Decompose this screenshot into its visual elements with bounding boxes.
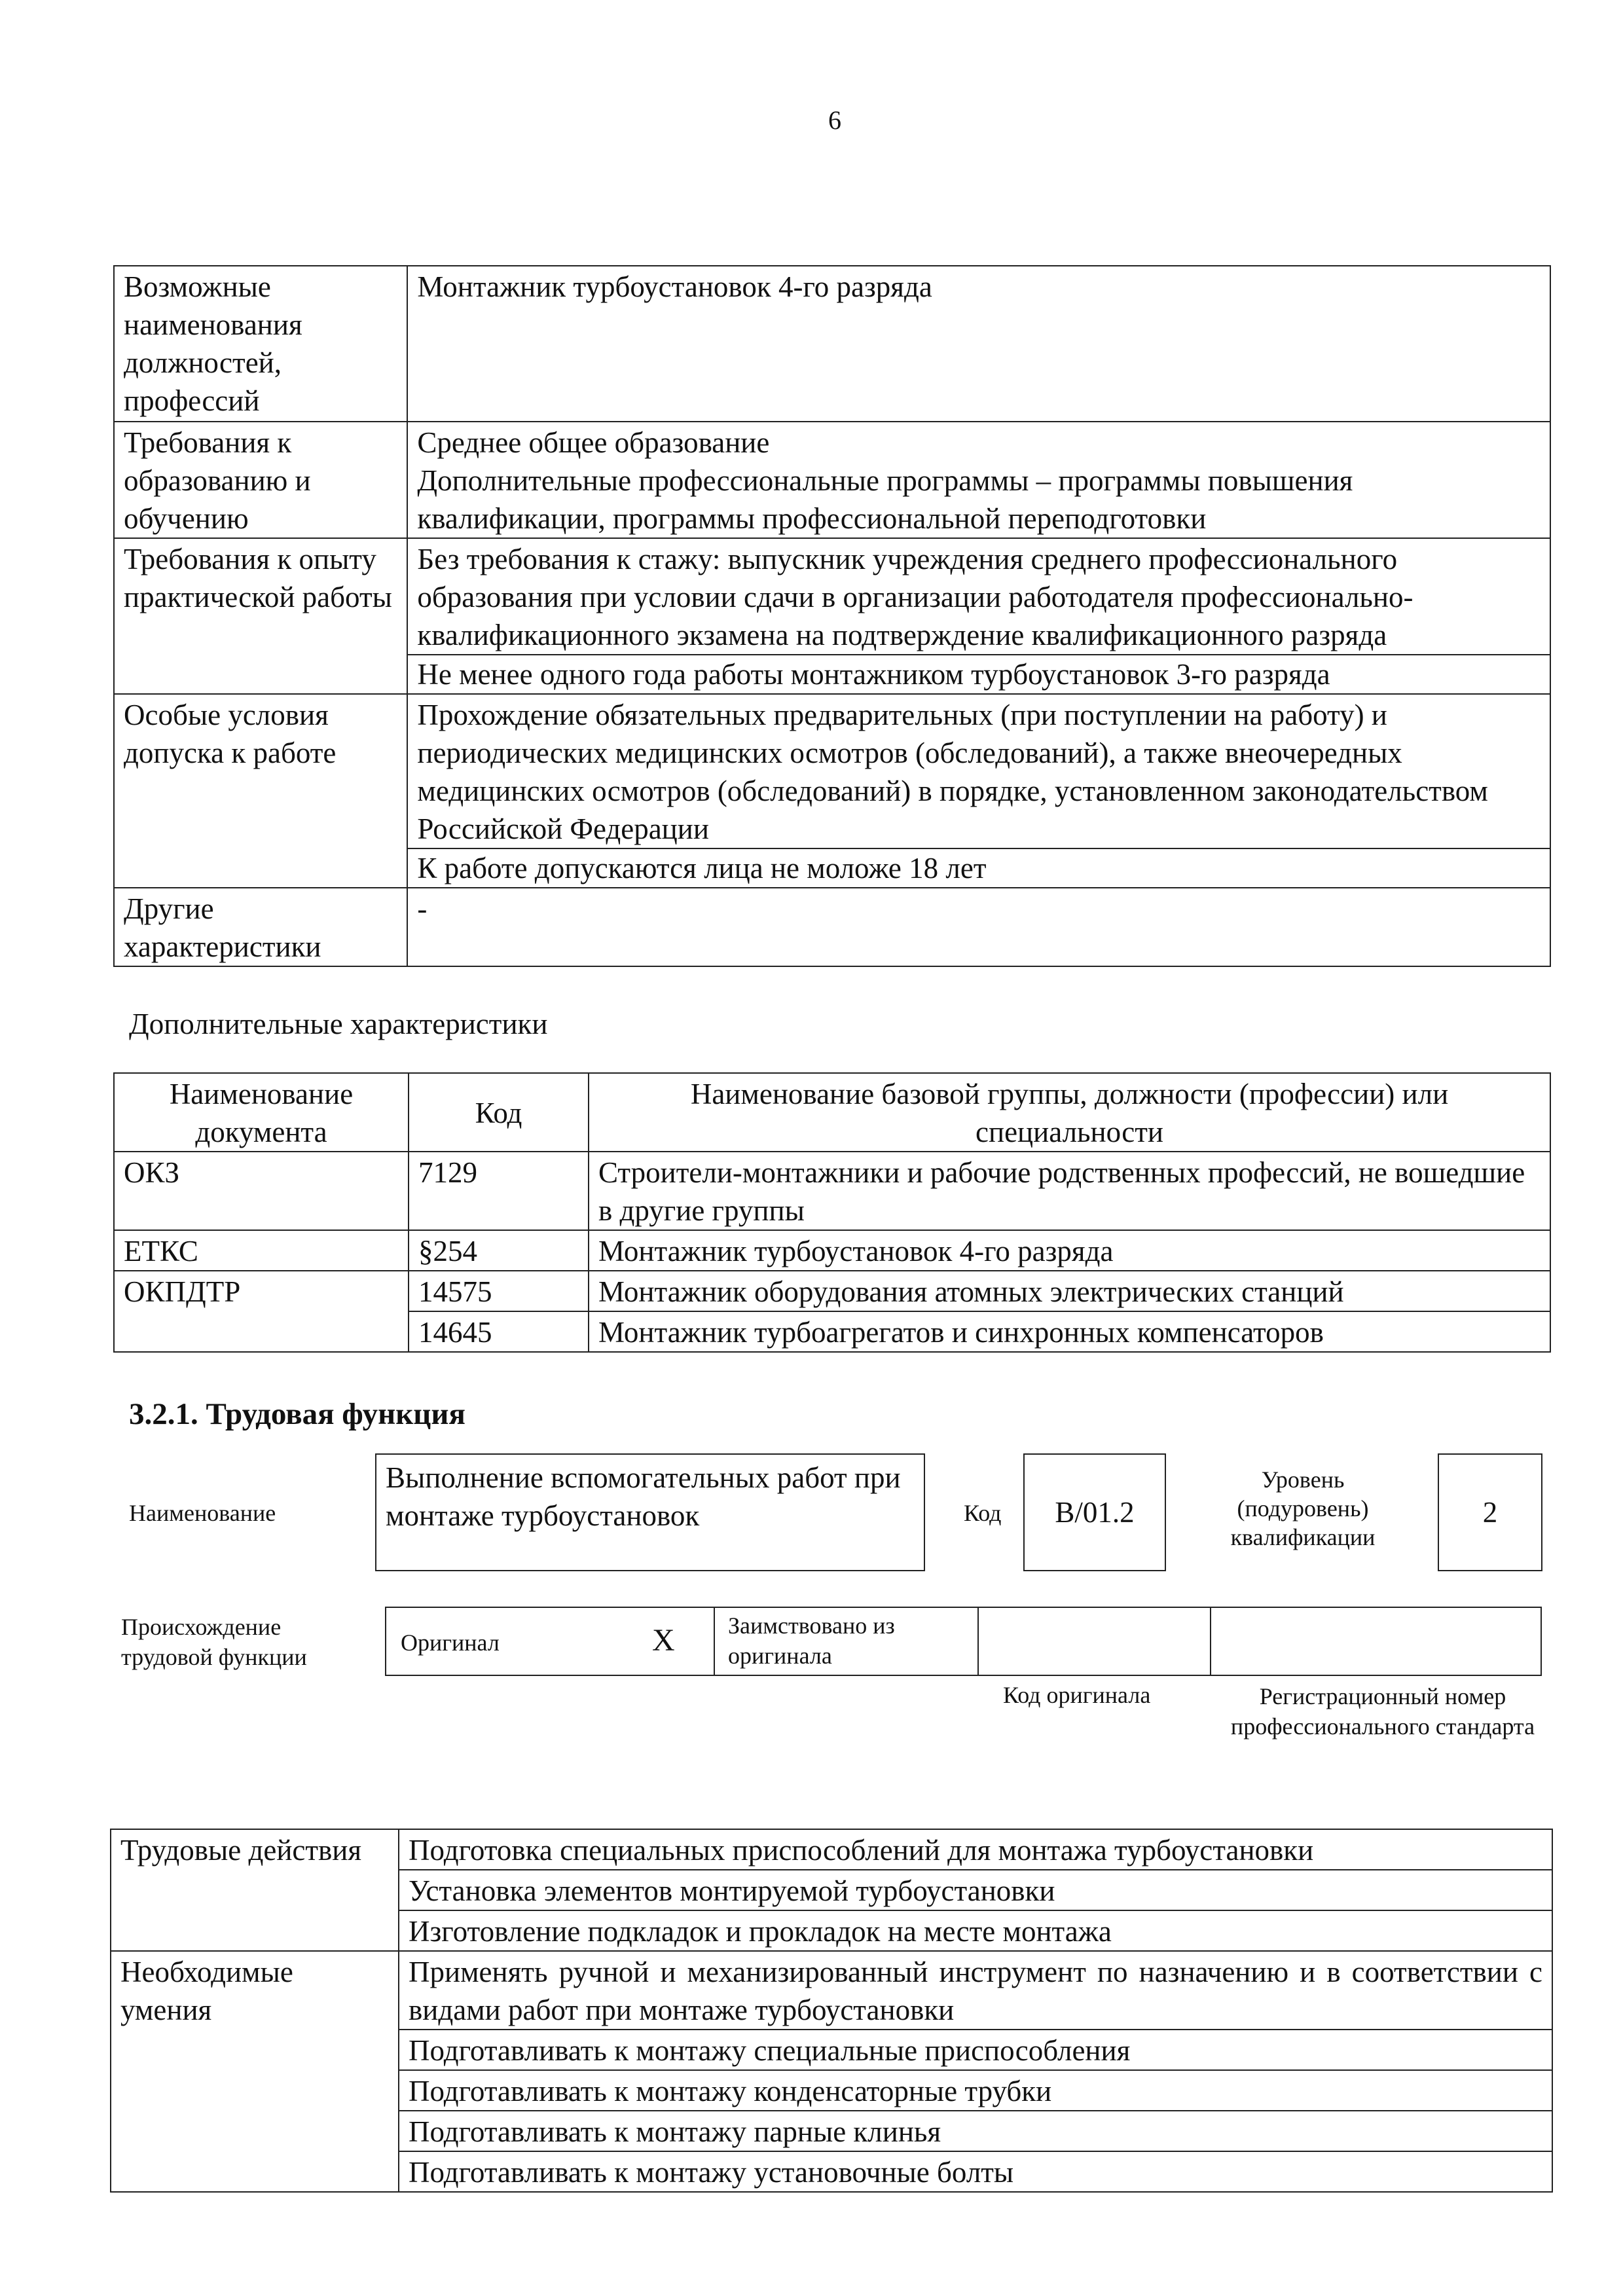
table-row xyxy=(114,888,1550,966)
cell-document: ЕТКС xyxy=(114,1230,409,1271)
row-value xyxy=(407,694,1550,888)
row-label: Требования к образованию и обучению xyxy=(114,422,407,538)
divider xyxy=(1210,1607,1211,1676)
cell-code: 14645 xyxy=(409,1311,589,1352)
value-line: - xyxy=(417,892,428,925)
row-label: Возможные наименования должностей, профессий xyxy=(114,266,407,422)
level-box xyxy=(1438,1453,1542,1571)
row-value xyxy=(407,888,1550,966)
name-label: Наименование xyxy=(129,1500,276,1526)
header-name: Наименование базовой группы, должности (профессии) или специальности xyxy=(589,1073,1550,1152)
header-document: Наименование документа xyxy=(114,1073,409,1152)
qualification-table xyxy=(113,265,1551,967)
level-label: Уровень (подуровень) квалификации xyxy=(1230,1467,1376,1550)
code-label: Код xyxy=(964,1500,1002,1526)
table-row xyxy=(114,266,1550,422)
cell-code: 14575 xyxy=(409,1271,589,1311)
labor-action-item: Изготовление подкладок и прокладок на месте монтажа xyxy=(399,1910,1552,1951)
divider xyxy=(714,1607,715,1676)
original-mark: X xyxy=(652,1623,675,1658)
table-row xyxy=(114,538,1550,694)
divider xyxy=(977,1607,979,1676)
row-label: Необходимые умения xyxy=(111,1951,399,2192)
value-line: Среднее общее образование xyxy=(417,426,770,459)
cell-name: Монтажник оборудования атомных электрических станций xyxy=(589,1271,1550,1311)
page-number: 6 xyxy=(828,105,841,135)
code-value: B/01.2 xyxy=(1055,1496,1135,1529)
value-line: Дополнительные профессиональные программы – программы повышения квалификации, программы профессиональной переподготовки xyxy=(417,464,1353,535)
table-row xyxy=(114,1152,1550,1230)
skill-item: Подготавливать к монтажу установочные болты xyxy=(399,2151,1552,2192)
table-row xyxy=(111,1951,1552,2030)
row-label: Другие характеристики xyxy=(114,888,407,966)
cell-code: §254 xyxy=(409,1230,589,1271)
table-header-row xyxy=(114,1073,1550,1152)
row-label: Трудовые действия xyxy=(111,1829,399,1951)
labor-function-table xyxy=(110,1829,1553,2193)
cell-name: Строители-монтажники и рабочие родственных профессий, не вошедшие в другие группы xyxy=(589,1152,1550,1230)
skill-item: Подготавливать к монтажу парные клинья xyxy=(399,2111,1552,2151)
skill-item: Подготавливать к монтажу специальные приспособления xyxy=(399,2030,1552,2070)
table-row xyxy=(114,422,1550,538)
value-line: Не менее одного года работы монтажником турбоустановок 3-го разряда xyxy=(417,658,1330,691)
value-line: Прохождение обязательных предварительных (при поступлении на работу) и периодических медицинских осмотров (обследований), а также внеочередных медицинских осмотров (обследований) в порядке, установленном законодательством Российской Федерации xyxy=(408,695,1550,849)
borrowed-label: Заимствовано из оригинала xyxy=(728,1613,895,1669)
original-label: Оригинал xyxy=(401,1630,500,1656)
table-row xyxy=(111,1829,1552,1870)
level-value: 2 xyxy=(1482,1496,1498,1529)
row-value xyxy=(407,538,1550,694)
table-row xyxy=(114,1230,1550,1271)
skill-item: Подготавливать к монтажу конденсаторные трубки xyxy=(399,2070,1552,2111)
cell-code: 7129 xyxy=(409,1152,589,1230)
value-line: Монтажник турбоустановок 4-го разряда xyxy=(417,270,932,303)
cell-document xyxy=(114,1311,409,1352)
additional-characteristics-table xyxy=(113,1072,1551,1353)
cell-name: Монтажник турбоустановок 4-го разряда xyxy=(589,1230,1550,1271)
table-row xyxy=(114,1271,1550,1311)
labor-action-item: Подготовка специальных приспособлений для монтажа турбоустановки xyxy=(399,1829,1552,1870)
table-row xyxy=(114,1311,1550,1352)
function-name-value: Выполнение вспомогательных работ при монтаже турбоустановок xyxy=(386,1461,901,1532)
code-box xyxy=(1023,1453,1166,1571)
cell-document: ОКЗ xyxy=(114,1152,409,1230)
skill-item: Применять ручной и механизированный инструмент по назначению и в соответствии с видами работ при монтаже турбоустановки xyxy=(399,1951,1552,2030)
row-label: Требования к опыту практической работы xyxy=(114,538,407,694)
header-code: Код xyxy=(409,1073,589,1152)
row-value xyxy=(407,266,1550,422)
section-heading: 3.2.1. Трудовая функция xyxy=(129,1397,465,1431)
value-line: К работе допускаются лица не моложе 18 лет xyxy=(417,852,987,884)
labor-action-item: Установка элементов монтируемой турбоустановки xyxy=(399,1870,1552,1910)
row-label: Особые условия допуска к работе xyxy=(114,694,407,888)
reg-number-label: Регистрационный номер профессионального стандарта xyxy=(1230,1683,1535,1740)
row-value xyxy=(407,422,1550,538)
origin-label: Происхождение трудовой функции xyxy=(121,1614,307,1670)
table-row xyxy=(114,694,1550,888)
cell-name: Монтажник турбоагрегатов и синхронных компенсаторов xyxy=(589,1311,1550,1352)
value-line: Без требования к стажу: выпускник учреждения среднего профессионального образования при условии сдачи в организации работодателя профессионально-квалификационного экзамена на подтверждение квалификационного разряда xyxy=(408,539,1550,655)
function-name-box xyxy=(375,1453,925,1571)
additional-characteristics-caption: Дополнительные характеристики xyxy=(129,1008,548,1040)
cell-document: ОКПДТР xyxy=(114,1271,409,1311)
code-original-label: Код оригинала xyxy=(1003,1682,1151,1708)
